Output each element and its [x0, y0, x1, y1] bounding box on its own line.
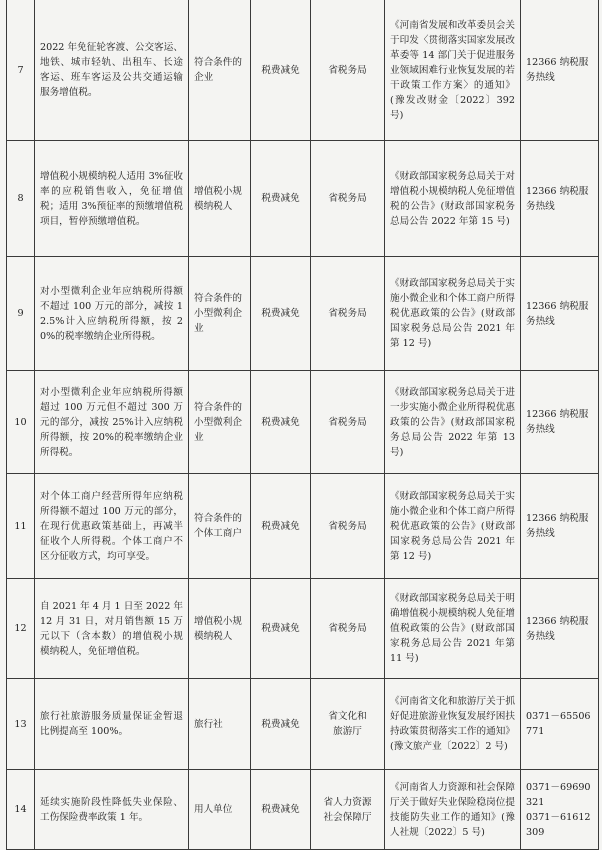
policy-content: 延续实施阶段性降低失业保险、工伤保险费率政策 1 年。 — [35, 770, 189, 850]
department: 省人力资源 社会保障厅 — [311, 770, 385, 850]
beneficiary: 符合条件的小型微利企业 — [189, 371, 251, 474]
policy-basis: 《财政部国家税务总局关于实施小微企业和个体工商户所得税优惠政策的公告》(财政部国家税务总局公告 2021 年第 12 号) — [385, 474, 521, 579]
department: 省税务局 — [311, 371, 385, 474]
contact: 0371－65506771 — [521, 679, 599, 770]
policy-type: 税费减免 — [251, 679, 311, 770]
table-row — [7, 257, 599, 371]
contact: 12366 纳税服务热线 — [521, 579, 599, 679]
beneficiary: 符合条件的企业 — [189, 0, 251, 141]
policy-basis: 《财政部国家税务总局关于实施小微企业和个体工商户所得税优惠政策的公告》(财政部国家税务总局公告 2021 年第 12 号) — [385, 257, 521, 371]
row-number: 14 — [7, 770, 35, 850]
policy-basis: 《河南省发展和改革委员会关于印发〈贯彻落实国家发展改革委等 14 部门关于促进服务业领域困难行业恢复发展的若干政策工作方案〉的通知》(豫发改财金〔2022〕392 号) — [385, 0, 521, 141]
row-number: 11 — [7, 474, 35, 579]
policy-basis: 《财政部国家税务总局关于对增值税小规模纳税人免征增值税的公告》(财政部国家税务总局公告 2022 年第 15 号) — [385, 141, 521, 257]
contact: 12366 纳税服务热线 — [521, 0, 599, 141]
row-number: 9 — [7, 257, 35, 371]
row-number: 13 — [7, 679, 35, 770]
policy-type: 税费减免 — [251, 579, 311, 679]
policy-basis: 《河南省文化和旅游厅关于抓好促进旅游业恢复发展纾困扶持政策贯彻落实工作的通知》(豫文旅产业〔2022〕2 号) — [385, 679, 521, 770]
policy-type: 税费减免 — [251, 141, 311, 257]
policy-content: 增值税小规模纳税人适用 3%征收率的应税销售收入，免征增值税；适用 3%预征率的预缴增值税项目，暂停预缴增值税。 — [35, 141, 189, 257]
department: 省税务局 — [311, 257, 385, 371]
contact: 12366 纳税服务热线 — [521, 257, 599, 371]
contact: 12366 纳税服务热线 — [521, 474, 599, 579]
table-row — [7, 371, 599, 474]
policy-content: 自 2021 年 4 月 1 日至 2022 年 12 月 31 日，对月销售额 15 万元以下（含本数）的增值税小规模纳税人，免征增值税。 — [35, 579, 189, 679]
policy-type: 税费减免 — [251, 474, 311, 579]
policy-table — [6, 0, 599, 850]
policy-content: 对个体工商户经营所得年应纳税所得额不超过 100 万元的部分，在现行优惠政策基础上，再减半征收个人所得税。个体工商户不区分征收方式，均可享受。 — [35, 474, 189, 579]
policy-basis: 《财政部国家税务总局关于进一步实施小微企业所得税优惠政策的公告》(财政部国家税务总局公告 2022 年第 13 号) — [385, 371, 521, 474]
policy-basis: 《河南省人力资源和社会保障厅关于做好失业保险稳岗位提技能防失业工作的通知》(豫人社规〔2022〕5 号) — [385, 770, 521, 850]
table-row — [7, 579, 599, 679]
contact: 12366 纳税服务热线 — [521, 371, 599, 474]
beneficiary: 符合条件的个体工商户 — [189, 474, 251, 579]
table-row — [7, 0, 599, 141]
policy-type: 税费减免 — [251, 257, 311, 371]
policy-type: 税费减免 — [251, 0, 311, 141]
department: 省税务局 — [311, 474, 385, 579]
policy-type: 税费减免 — [251, 770, 311, 850]
beneficiary: 旅行社 — [189, 679, 251, 770]
row-number: 8 — [7, 141, 35, 257]
row-number: 12 — [7, 579, 35, 679]
department: 省文化和 旅游厅 — [311, 679, 385, 770]
row-number: 7 — [7, 0, 35, 141]
table-row — [7, 474, 599, 579]
table-row — [7, 770, 599, 850]
policy-content: 旅行社旅游服务质量保证金暂退比例提高至 100%。 — [35, 679, 189, 770]
beneficiary: 增值税小规模纳税人 — [189, 141, 251, 257]
table-row — [7, 679, 599, 770]
department: 省税务局 — [311, 141, 385, 257]
contact: 0371－69690321 0371－61612309 — [521, 770, 599, 850]
policy-content: 对小型微利企业年应纳税所得额超过 100 万元但不超过 300 万元的部分，减按 25%计入应纳税所得额，按 20%的税率缴纳企业所得税。 — [35, 371, 189, 474]
beneficiary: 符合条件的小型微利企业 — [189, 257, 251, 371]
policy-content: 2022 年免征轮客渡、公交客运、地铁、城市轻轨、出租车、长途客运、班车客运及公共交通运输服务增值税。 — [35, 0, 189, 141]
policy-content: 对小型微利企业年应纳税所得额不超过 100 万元的部分，减按 12.5%计入应纳税所得额，按 20%的税率缴纳企业所得税。 — [35, 257, 189, 371]
policy-type: 税费减免 — [251, 371, 311, 474]
beneficiary: 增值税小规模纳税人 — [189, 579, 251, 679]
row-number: 10 — [7, 371, 35, 474]
department: 省税务局 — [311, 0, 385, 141]
contact: 12366 纳税服务热线 — [521, 141, 599, 257]
department: 省税务局 — [311, 579, 385, 679]
beneficiary: 用人单位 — [189, 770, 251, 850]
table-row — [7, 141, 599, 257]
policy-basis: 《财政部国家税务总局关于明确增值税小规模纳税人免征增值税政策的公告》(财政部国家税务总局公告 2021 年第 11 号) — [385, 579, 521, 679]
